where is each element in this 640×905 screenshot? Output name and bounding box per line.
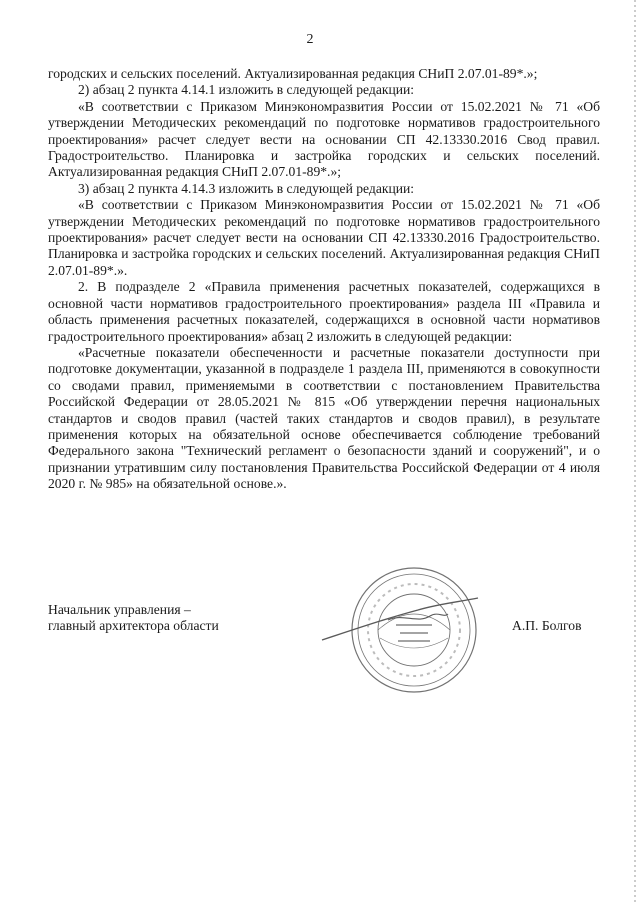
page-edge-artifact xyxy=(634,0,636,905)
paragraph-6: 2. В подразделе 2 «Правила применения расчетных показателей, содержащихся в основной части нормативов градостроительного проектирования» раздела III «Правила и область применения расчетных показателей, содержащихся в основной части нормативов градостроительного проектирования» абзац 2 изложить в следующей редакции: xyxy=(48,279,600,344)
paragraph-5: «В соответствии с Приказом Минэкономразвития России от 15.02.2021 № 71 «Об утверждении Методических рекомендаций по подготовке нормативов градостроительного проектирования» расчет следует вести на основании СП 42.13330.2016 Градостроительство. Планировка и застройка городских и сельских поселений. Актуализированная редакция СНиП 2.07.01-89*.». xyxy=(48,197,600,278)
paragraph-1: городских и сельских поселений. Актуализированная редакция СНиП 2.07.01-89*.»; xyxy=(48,66,538,81)
paragraph-2: 2) абзац 2 пункта 4.14.1 изложить в следующей редакции: xyxy=(78,82,415,98)
signatory-title xyxy=(48,602,219,635)
paragraph-3: «В соответствии с Приказом Минэкономразвития России от 15.02.2021 № 71 «Об утверждении Методических рекомендаций по подготовке нормативов градостроительного проектирования» расчет следует вести на основании СП 42.13330.2016 Свод правил. Градостроительство. Планировка и застройка городских и сельских поселений. Актуализированная редакция СНиП 2.07.01-89*.»; xyxy=(48,98,600,180)
official-seal-stamp xyxy=(318,558,498,708)
paragraph-7: «Расчетные показатели обеспеченности и расчетные показатели доступности при подготовке документации, указанной в подразделе 1 раздела III, применяются в совокупности со сводами правил, применяемыми в соответствии с постановлением Правительства Российской Федерации от 28.05.2021 № 815 «Об утверждении перечня национальных стандартов и сводов правил (частей таких стандартов и сводов правил), в результате применения которых на обязательной основе обеспечивается соблюдение требований Федерального закона "Технический регламент о безопасности зданий и сооружений", и о признании утратившим силу постановления Правительства Российской Федерации от 4 июля 2020 г. № 985» на обязательной основе.». xyxy=(48,344,600,492)
signatory-title-line-2: главный архитектора области xyxy=(48,618,219,634)
page-number: 2 xyxy=(306,32,314,47)
signatory-title-line-1: Начальник управления – xyxy=(48,602,191,617)
document-body xyxy=(48,66,600,493)
paragraph-4: 3) абзац 2 пункта 4.14.3 изложить в следующей редакции: xyxy=(78,180,415,196)
signatory-name: А.П. Болгов xyxy=(512,618,582,633)
